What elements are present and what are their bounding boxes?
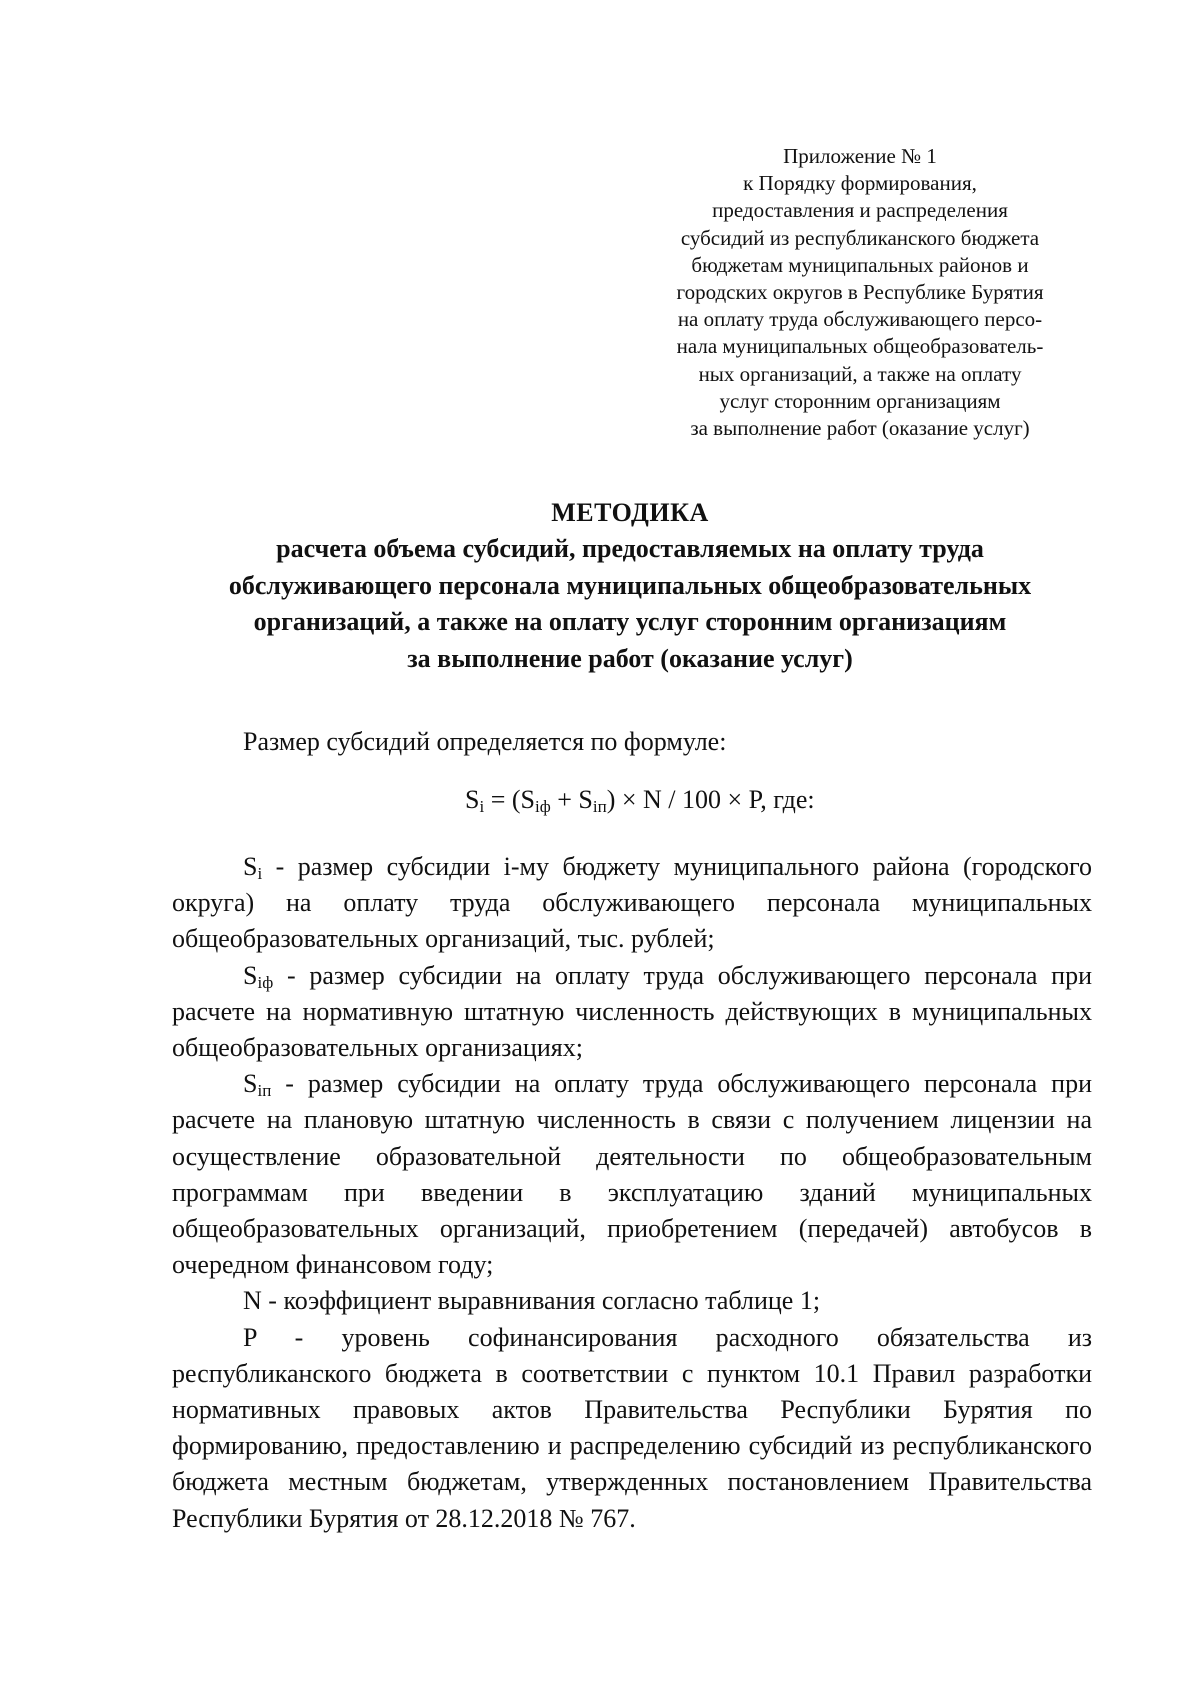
definition-paragraph xyxy=(172,1283,1092,1319)
definition-text: - размер субсидии i-му бюджету муниципального района (городского округа) на оплату труда обслуживающего персонала муниципальных общеобразовательных организаций, тыс. рублей; xyxy=(172,852,1092,954)
title-subline: за выполнение работ (оказание услуг) xyxy=(407,643,853,673)
definition-text: - размер субсидии на оплату труда обслуживающего персонала при расчете на плановую штатную численность в связи с получением лицензии на осуществление образовательной деятельности по общеобразовательным программам при введении в эксплуатацию зданий муниципальных общеобразовательных организаций, приобретением (передачей) автобусов в очередном финансовом году; xyxy=(172,1069,1092,1280)
intro-text: Размер субсидий определяется по формуле: xyxy=(243,727,727,756)
definition-symbol: S xyxy=(243,852,258,881)
definition-text: - уровень софинансирования расходного обязательства из республиканского бюджета в соответствии с пунктом 10.1 Правил разработки нормативных правовых актов Правительства Республики Бурятия по формированию, предоставлению и распределению субсидий из республиканского бюджета местным бюджетам, утвержденных постановлением Правительства Республики Бурятия от 28.12.2018 № 767. xyxy=(172,1322,1092,1533)
formula-subscript: iф xyxy=(534,797,551,816)
appendix-line: услуг сторонним организациям xyxy=(719,388,1001,413)
title-subline: организаций, а также на оплату услуг сторонним организациям xyxy=(253,607,1007,636)
appendix-line: субсидий из республиканского бюджета xyxy=(680,225,1040,250)
appendix-line: предоставления и распределения xyxy=(712,198,1008,223)
definition-text: - размер субсидии на оплату труда обслуживающего персонала при расчете на нормативную штатную численность действующих в муниципальных общеобразовательных организациях; xyxy=(172,960,1092,1063)
formula-part: = (S xyxy=(484,785,535,814)
appendix-line: бюджетам муниципальных районов и xyxy=(691,252,1029,277)
appendix-line: за выполнение работ (оказание услуг) xyxy=(690,416,1030,441)
formula-part: + S xyxy=(550,785,593,814)
appendix-line: Приложение № 1 xyxy=(783,144,937,168)
formula xyxy=(465,783,815,817)
definition-subscript: iп xyxy=(257,1081,272,1101)
appendix-line: к Порядку формирования, xyxy=(743,171,977,196)
definition-paragraph xyxy=(172,1320,1092,1537)
title-main: МЕТОДИКА xyxy=(551,498,709,527)
formula-subscript: iп xyxy=(592,797,607,816)
definition-symbol: S xyxy=(243,960,258,990)
document-title xyxy=(150,495,1110,677)
formula-subscript: i xyxy=(479,797,485,816)
appendix-line: городских округов в Республике Бурятия xyxy=(676,280,1044,305)
definition-paragraph xyxy=(172,1066,1092,1283)
definition-subscript: i xyxy=(257,864,263,883)
title-subline: обслуживающего персонала муниципальных общеобразовательных xyxy=(228,570,1032,600)
appendix-line: на оплату труда обслуживающего персо- xyxy=(677,307,1043,332)
definition-text: - коэффициент выравнивания согласно таблице 1; xyxy=(261,1286,821,1316)
appendix-line: нала муниципальных общеобразователь- xyxy=(676,334,1044,359)
definitions xyxy=(172,849,1092,1537)
formula-part: ) × N / 100 × P, где: xyxy=(606,785,815,814)
definition-subscript: iф xyxy=(257,972,274,992)
definition-paragraph xyxy=(172,958,1092,1067)
formula-symbol: S xyxy=(465,785,480,814)
appendix-header xyxy=(640,143,1080,442)
definition-symbol: S xyxy=(243,1069,258,1099)
definition-paragraph xyxy=(172,849,1092,958)
title-subline: расчета объема субсидий, предоставляемых на оплату труда xyxy=(276,534,984,563)
definition-symbol: N xyxy=(243,1286,262,1316)
definition-symbol: P xyxy=(243,1322,257,1352)
appendix-line: ных организаций, а также на оплату xyxy=(698,361,1022,386)
